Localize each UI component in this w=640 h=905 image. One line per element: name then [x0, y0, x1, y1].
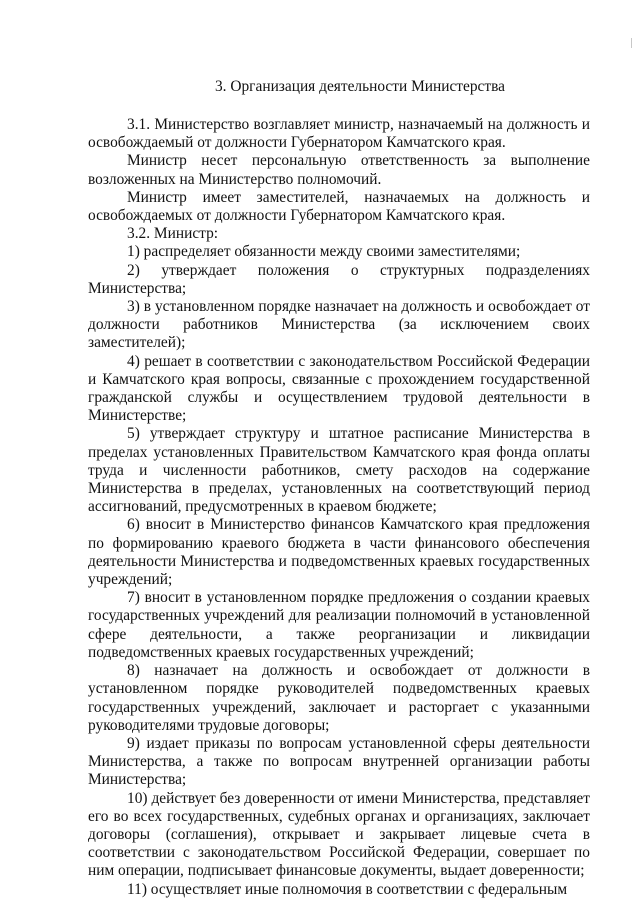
- document-body: [88, 116, 590, 899]
- list-item-9: 9) издает приказы по вопросам установленной сферы деятельности Министерства, а также по вопросам внутренней организации работы Министерства;: [88, 734, 590, 789]
- list-item-6: 6) вносит в Министерство финансов Камчатского края предложения по формированию краевого бюджета в части финансового обеспечения деятельности Министерства и подведомственных краевых государственных учреждений;: [88, 516, 590, 589]
- list-item-4: 4) решает в соответствии с законодательством Российской Федерации и Камчатского края вопросы, связанные с прохождением государственной гражданской службы и осуществлением трудовой деятельности в Министерстве;: [88, 352, 590, 425]
- section-title: 3. Организация деятельности Министерства: [214, 78, 505, 95]
- paragraph-minister-deputies: Министр имеет заместителей, назначаемых на должность и освобождаемых от должности Губернатором Камчатского края.: [88, 188, 590, 225]
- list-item-5: 5) утверждает структуру и штатное расписание Министерства в пределах установленных Правительством Камчатского края фонда оплаты труда и численности работников, смету расходов на содержание Министерства в пределах, установленных на соответствующий период ассигнований, предусмотренных в краевом бюджете;: [88, 425, 590, 516]
- paragraph-minister-responsibility: Министр несет персональную ответственность за выполнение возложенных на Министерство полномочий.: [88, 152, 590, 188]
- list-item-11: 11) осуществляет иные полномочия в соответствии с федеральным: [127, 880, 568, 898]
- list-item-2: 2) утверждает положения о структурных подразделениях Министерства;: [88, 261, 590, 297]
- scan-edge-mark: [631, 38, 636, 48]
- list-item-10: 10) действует без доверенности от имени Министерства, представляет его во всех государственных, судебных органах и организациях, заключает договоры (соглашения), открывает и закрывает лицевые счета в соответствии с законодательством Российской Федерации, совершает по ним операции, подписывает финансовые документы, выдает доверенности;: [88, 789, 590, 880]
- paragraph-3-1: 3.1. Министерство возглавляет министр, назначаемый на должность и освобождаемый от должности Губернатором Камчатского края.: [88, 116, 590, 152]
- list-item-1: 1) распределяет обязанности между своими заместителями;: [127, 243, 521, 261]
- list-item-3: 3) в установленном порядке назначает на должность и освобождает от должности работников Министерства (за исключением своих заместителей);: [88, 298, 590, 352]
- list-item-8: 8) назначает на должность и освобождает от должности в установленном порядке руководителей подведомственных краевых государственных учреждений, заключает и расторгает с указанными руководителями трудовые договоры;: [88, 662, 590, 734]
- paragraph-3-2: 3.2. Министр:: [127, 225, 219, 243]
- list-item-7: 7) вносит в установленном порядке предложения о создании краевых государственных учреждений для реализации полномочий в установленной сфере деятельности, а также реорганизации и ликвидации подведомственных краевых государственных учреждений;: [88, 589, 590, 661]
